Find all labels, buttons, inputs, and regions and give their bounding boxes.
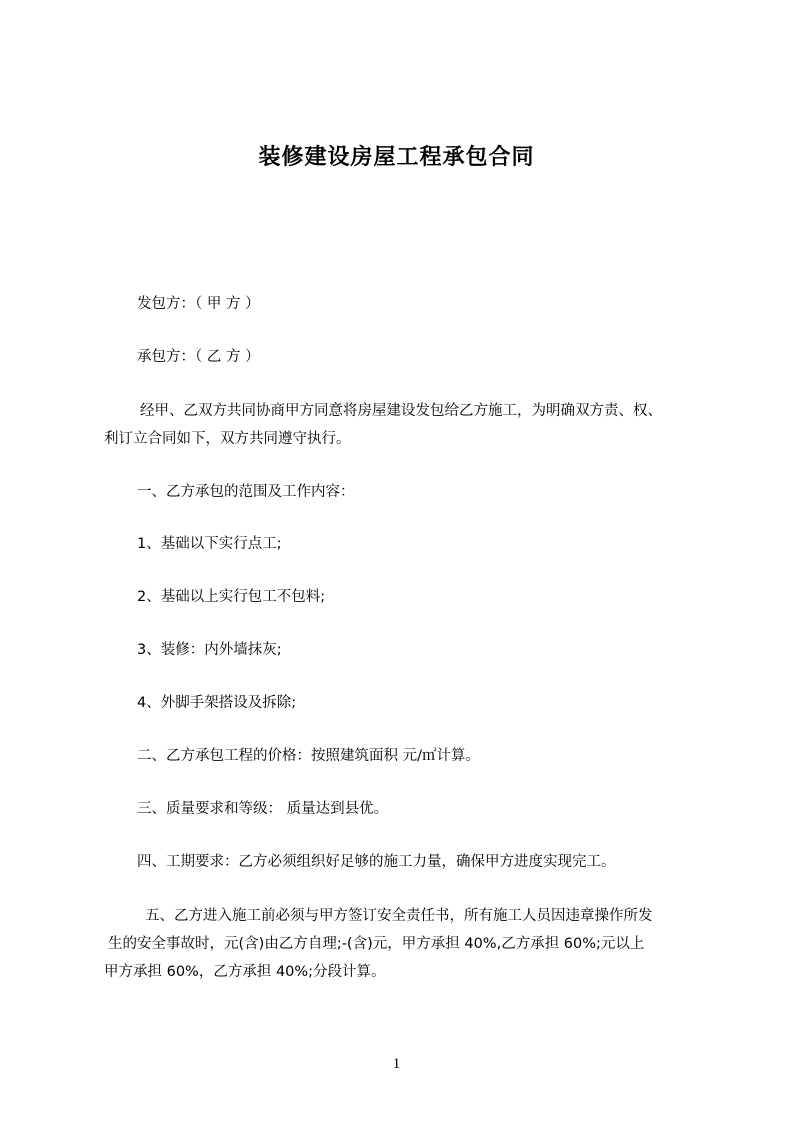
section2-line: 二、乙方承包工程的价格：按照建筑面积 元/㎡计算。 — [137, 748, 480, 764]
page-number: 1 — [392, 1056, 401, 1072]
section1-item-1: 1、基础以下实行点工; — [137, 536, 282, 552]
intro-line-1: 经甲、乙双方共同协商甲方同意将房屋建设发包给乙方施工，为明确双方责、权、 — [140, 403, 662, 419]
section1-item-3: 3、装修：内外墙抹灰; — [137, 642, 282, 658]
party-a-line: 发包方：（ 甲 方 ） — [137, 296, 260, 312]
section1-heading: 一、乙方承包的范围及工作内容： — [137, 484, 355, 500]
party-b-line: 承包方：（ 乙 方 ） — [137, 349, 260, 365]
section5-line-1: 五、乙方进入施工前必须与甲方签订安全责任书，所有施工人员因违章操作所发 — [145, 908, 653, 924]
section1-item-4: 4、外脚手架搭设及拆除; — [137, 695, 297, 711]
section5-line-2: 生的安全事故时，元(含)由乙方自理;-(含)元，甲方承担 40%,乙方承担 60%;元以上 — [108, 936, 645, 952]
section4-line: 四、工期要求：乙方必须组织好足够的施工力量，确保甲方进度实现完工。 — [137, 854, 616, 870]
section1-item-2: 2、基础以上实行包工不包料; — [137, 589, 326, 605]
document-title: 装修建设房屋工程承包合同 — [258, 145, 535, 170]
intro-line-2: 利订立合同如下，双方共同遵守执行。 — [104, 431, 351, 447]
section5-line-3: 甲方承担 60%，乙方承担 40%;分段计算。 — [104, 964, 386, 980]
section3-line: 三、质量要求和等级： 质量达到县优。 — [137, 801, 389, 817]
